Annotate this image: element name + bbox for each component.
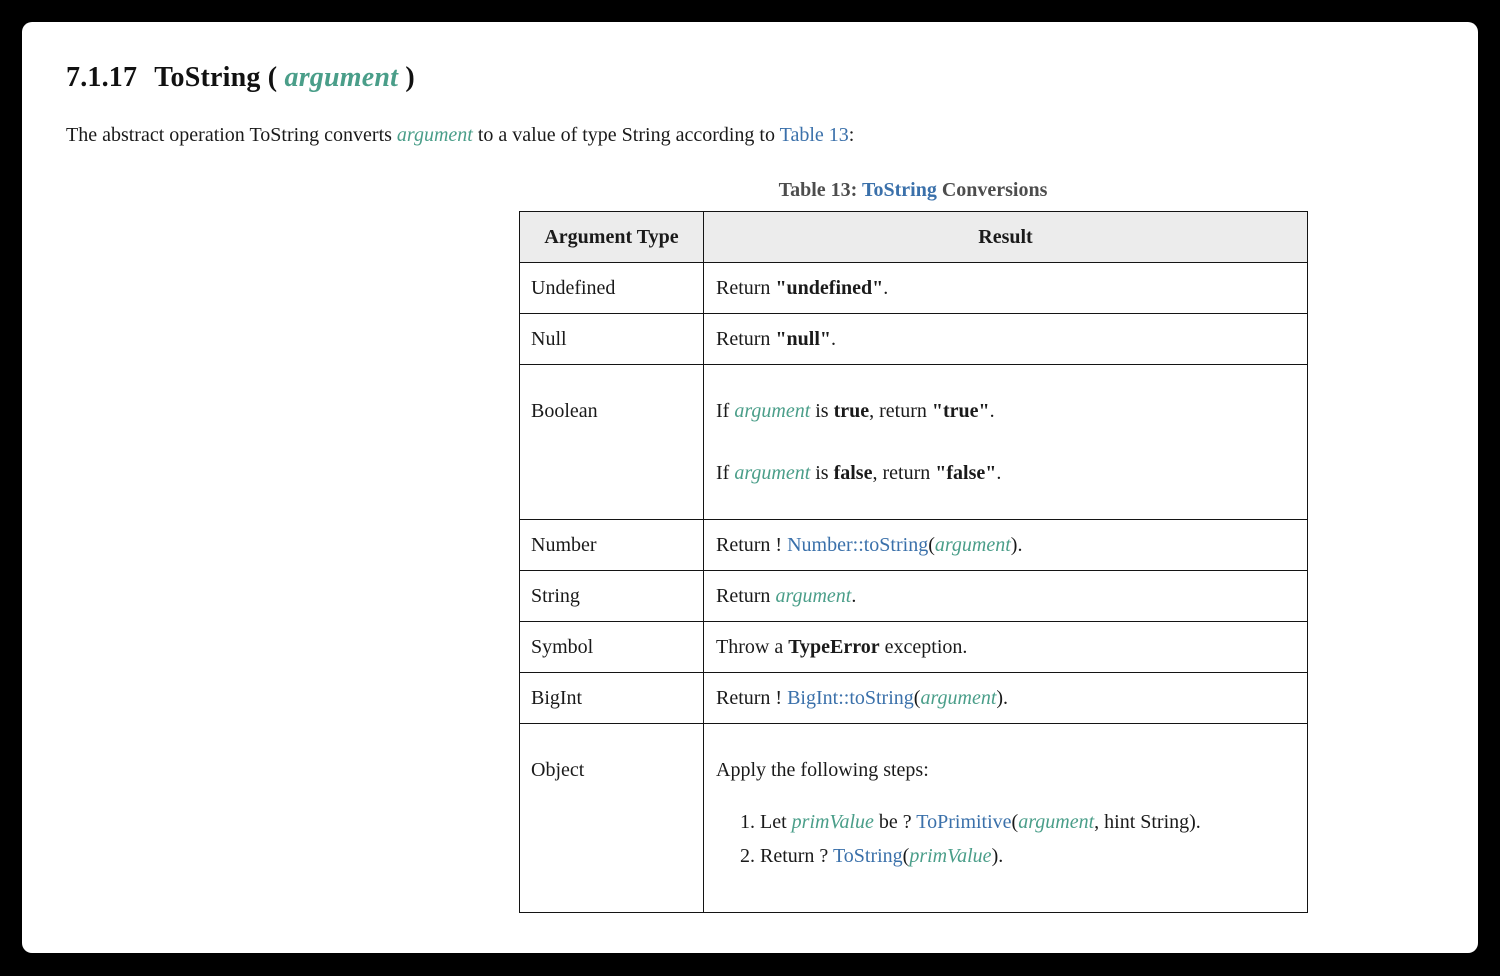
text-segment: Table 13: bbox=[778, 179, 862, 201]
intro-paragraph bbox=[66, 122, 854, 149]
text-segment: ( bbox=[928, 534, 935, 556]
text-segment: Throw a bbox=[716, 636, 789, 658]
result-paragraph bbox=[716, 635, 1295, 659]
text-segment: ( bbox=[902, 845, 910, 867]
table-row bbox=[520, 263, 1308, 314]
tostring-step-link[interactable]: ToString bbox=[832, 845, 903, 867]
result-paragraph bbox=[716, 327, 1295, 351]
text-segment: Return bbox=[716, 328, 776, 350]
variable-text: argument bbox=[1018, 811, 1095, 833]
result-cell bbox=[704, 724, 1308, 913]
algorithm-steps bbox=[716, 810, 1295, 869]
result-paragraph bbox=[716, 533, 1295, 557]
text-segment: exception. bbox=[879, 636, 968, 658]
text-segment: . bbox=[989, 400, 995, 422]
table-row bbox=[520, 622, 1308, 673]
result-cell bbox=[704, 520, 1308, 571]
variable-text: argument bbox=[396, 124, 473, 146]
text-segment: ( bbox=[1011, 811, 1019, 833]
table-row bbox=[520, 724, 1308, 913]
code-value: "undefined" bbox=[775, 277, 884, 299]
variable-text: argument bbox=[920, 687, 997, 709]
text-segment: Return bbox=[716, 277, 776, 299]
variable-text: argument bbox=[734, 462, 811, 484]
table-13-link[interactable]: Table 13 bbox=[779, 124, 849, 146]
text-segment: If bbox=[716, 400, 735, 422]
result-paragraph bbox=[716, 758, 1295, 782]
text-segment: ). bbox=[1010, 534, 1023, 556]
text-segment: ) bbox=[398, 62, 415, 93]
text-segment: Return ! bbox=[716, 687, 788, 709]
conversions-table bbox=[519, 211, 1308, 913]
table-head bbox=[520, 212, 1308, 263]
text-segment: be ? bbox=[873, 811, 917, 833]
header-argument-type: Argument Type bbox=[520, 212, 704, 263]
result-paragraph bbox=[716, 686, 1295, 710]
text-segment: is bbox=[810, 462, 834, 484]
result-paragraph bbox=[716, 276, 1295, 300]
table-row bbox=[520, 520, 1308, 571]
argument-type-cell: Boolean bbox=[520, 365, 704, 520]
argument-type-cell: BigInt bbox=[520, 673, 704, 724]
text-segment: , return bbox=[869, 400, 932, 422]
argument-type-cell: Object bbox=[520, 724, 704, 913]
text-segment: . bbox=[851, 585, 857, 607]
table-caption bbox=[519, 179, 1307, 202]
table-row bbox=[520, 571, 1308, 622]
result-cell bbox=[704, 571, 1308, 622]
algorithm-step bbox=[760, 844, 1295, 869]
text-segment: ToString ( bbox=[154, 62, 285, 93]
text-segment: Apply the following steps: bbox=[716, 759, 929, 781]
text-segment: Conversions bbox=[936, 179, 1048, 201]
argument-type-cell: Number bbox=[520, 520, 704, 571]
text-segment: , return bbox=[872, 462, 936, 484]
text-segment: ). bbox=[996, 687, 1009, 709]
text-segment: is bbox=[810, 400, 834, 422]
text-segment: The abstract operation ToString converts bbox=[66, 124, 397, 146]
section-heading bbox=[66, 62, 415, 94]
variable-text: argument bbox=[734, 400, 811, 422]
result-cell bbox=[704, 314, 1308, 365]
variable-text: argument bbox=[284, 62, 399, 93]
bigint-tostring-link[interactable]: BigInt::toString bbox=[787, 687, 914, 709]
variable-text: primValue bbox=[909, 845, 992, 867]
text-segment: If bbox=[716, 462, 735, 484]
argument-type-cell: Symbol bbox=[520, 622, 704, 673]
toprimitive-link[interactable]: ToPrimitive bbox=[916, 811, 1012, 833]
header-row bbox=[520, 212, 1308, 263]
result-paragraph bbox=[716, 399, 1295, 423]
code-value: TypeError bbox=[788, 636, 880, 658]
argument-type-cell: Null bbox=[520, 314, 704, 365]
text-segment: to a value of type String according to bbox=[472, 124, 780, 146]
text-segment: Return bbox=[716, 585, 776, 607]
text-segment: : bbox=[848, 124, 855, 146]
code-value: "true" bbox=[931, 400, 990, 422]
argument-type-cell: Undefined bbox=[520, 263, 704, 314]
code-value: "null" bbox=[775, 328, 832, 350]
table-body bbox=[520, 263, 1308, 913]
tostring-caption-link[interactable]: ToString bbox=[861, 179, 937, 201]
text-segment: . bbox=[883, 277, 889, 299]
table-row bbox=[520, 365, 1308, 520]
text-segment: Return ? bbox=[760, 845, 833, 867]
variable-text: argument bbox=[934, 534, 1011, 556]
text-segment: . bbox=[831, 328, 837, 350]
argument-type-cell: String bbox=[520, 571, 704, 622]
result-cell bbox=[704, 263, 1308, 314]
result-paragraph bbox=[716, 461, 1295, 485]
result-paragraph bbox=[716, 584, 1295, 608]
code-value: false bbox=[833, 462, 873, 484]
code-value: "false" bbox=[935, 462, 997, 484]
spec-page bbox=[22, 22, 1478, 953]
result-cell bbox=[704, 622, 1308, 673]
section-number: 7.1.17 bbox=[66, 62, 138, 93]
table-row bbox=[520, 673, 1308, 724]
table-figure bbox=[519, 179, 1307, 913]
text-segment: ). bbox=[991, 845, 1004, 867]
text-segment: Let bbox=[760, 811, 792, 833]
text-segment: , hint String). bbox=[1094, 811, 1201, 833]
number-tostring-link[interactable]: Number::toString bbox=[787, 534, 929, 556]
variable-text: primValue bbox=[791, 811, 874, 833]
header-result: Result bbox=[704, 212, 1308, 263]
result-cell bbox=[704, 365, 1308, 520]
result-cell bbox=[704, 673, 1308, 724]
text-segment: Return ! bbox=[716, 534, 788, 556]
text-segment: . bbox=[996, 462, 1002, 484]
code-value: true bbox=[833, 400, 870, 422]
table-row bbox=[520, 314, 1308, 365]
variable-text: argument bbox=[775, 585, 852, 607]
text-segment: ( bbox=[913, 687, 921, 709]
algorithm-step bbox=[760, 810, 1295, 835]
